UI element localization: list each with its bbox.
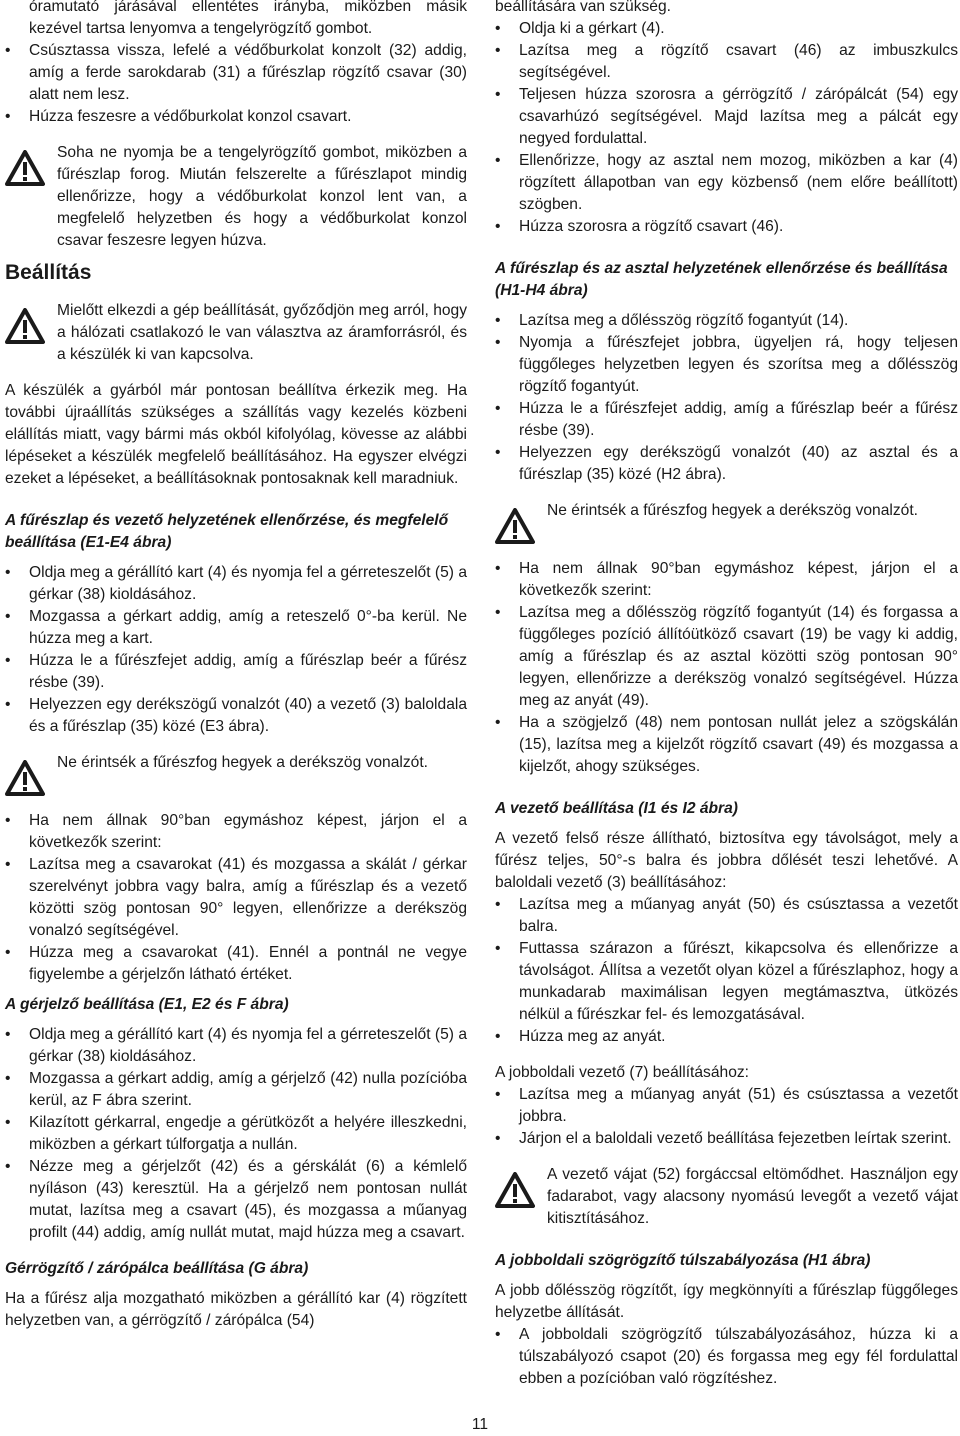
list-item: • Teljesen húzza szorosra a gérrögzítő / zárópálcát (54) egy csavarhúzó segítségével. Majd lazítsa meg a pálcát egy negyed fordulattal. <box>495 84 958 150</box>
steps-list <box>5 1024 467 1244</box>
paragraph: A jobb dőlésszög rögzítőt, így megkönnyíti a fűrészlap függőleges helyzetbe állítását. <box>495 1282 958 1321</box>
list-item: • Oldja ki a gérkart (4). <box>495 18 958 40</box>
subheading: A fűrészlap és vezető helyzetének ellenőrzése, és megfelelő beállítása (E1-E4 ábra) <box>5 512 449 551</box>
paragraph: A készülék a gyárból már pontosan beállítva érkezik meg. Ha további újraállítás szükséges a szállítás vagy kezelés közbeni elállítás miatt, vagy bármi más okból kifolyólag, kövesse az alábbi lépéseket a készülék megfelelő beállításához. Ha egyszer elvégzi ezeket a lépéseket, a beállításoknak pontosaknak kell maradniuk. <box>5 382 467 487</box>
left-column <box>5 0 467 1332</box>
list-item: • Mozgassa a gérkart addig, amíg a reteszelő 0°-ba kerül. Ne húzza meg a kart. <box>5 606 467 650</box>
warning-text: Mielőtt elkezdi a gép beállítását, győződjön meg arról, hogy a hálózati csatlakozó le van választva az áramforrásról, és a készülék ki van kapcsolva. <box>57 302 468 363</box>
warning-triangle-icon <box>5 150 45 186</box>
right-column <box>495 0 958 1390</box>
steps-list <box>495 558 958 778</box>
list-item: • Nézze meg a gérjelzőt (42) és a gérskálát (6) a kémlelő nyíláson (43) keresztül. Ha a gérjelző nem pontosan nullát mutat, lazítsa meg a csavart (45), és mozgassa a műanyag profilt (44) addig, amíg nullát mutat, majd húzza meg a csavart. <box>5 1156 467 1244</box>
warning-text: Ne érintsék a fűrészfog hegyek a derékszög vonalzót. <box>57 754 428 771</box>
list-item: • Lazítsa meg a dőlésszög rögzítő fogantyút (14) és forgassa a függőleges pozíció állítóütköző csavart (19) be vagy ki addig, amíg a fűrészlap és az asztal közötti szög pontosan 90° legyen, ellenőrizze a derékszög vonalzó segítségével. Húzza meg az anyát (49). <box>495 602 958 712</box>
section-title: Beállítás <box>5 261 92 284</box>
steps-list <box>495 1324 958 1390</box>
list-item: • Ha a szögjelző (48) nem pontosan nullát jelez a szögskálán (15), lazítsa meg a kijelzőt rögzítő csavart (49) és mozgassa a kijelzőt, ahogy szükséges. <box>495 712 958 778</box>
list-item: • Ha nem állnak 90°ban egymáshoz képest, járjon el a következők szerint: <box>495 558 958 602</box>
list-item: • Ellenőrizze, hogy az asztal nem mozog, miközben a kar (4) rögzített állapotban van egy közbenső (nem előre beállított) szögben. <box>495 150 958 216</box>
steps-list <box>495 1084 958 1150</box>
warning-triangle-icon <box>5 760 45 796</box>
warning-block <box>5 752 467 796</box>
list-item: • Ha nem állnak 90°ban egymáshoz képest, járjon el a következők szerint: <box>5 810 467 854</box>
steps-list <box>495 310 958 486</box>
warning-block <box>495 1164 958 1230</box>
list-item: • Húzza meg a csavarokat (41). Ennél a pontnál ne vegye figyelembe a gérjelzőn látható értéket. <box>5 942 467 986</box>
list-item: • Húzza meg az anyát. <box>495 1026 958 1048</box>
warning-triangle-icon <box>495 508 535 544</box>
list-item: • Lazítsa meg a dőlésszög rögzítő fogantyút (14). <box>495 310 958 332</box>
steps-list <box>5 810 467 986</box>
steps-list <box>495 894 958 1048</box>
list-item: • Kilazított gérkarral, engedje a gérütközőt a helyére illeszkedni, miközben a gérkart túlforgatja a nullán. <box>5 1112 467 1156</box>
paragraph: A vezető felső része állítható, biztosítva egy távolságot, mely a fűrész teljes, 50°-s balra és jobbra dőlését teszi lehetővé. A baloldali vezető (3) beállításához: <box>495 830 958 891</box>
steps-list <box>5 562 467 738</box>
paragraph: Ha a fűrész alja mozgatható miközben a gérállító kar (4) rögzített helyzetben van, a gérrögzítő / zárópálca (54) <box>5 1290 467 1329</box>
paragraph: A jobboldali vezető (7) beállításához: <box>495 1064 749 1081</box>
list-item: • Nyomja a fűrészfejet jobbra, ügyeljen rá, hogy teljesen függőleges helyzetben legyen és szorítsa meg a dőlésszög rögzítő fogantyút. <box>495 332 958 398</box>
subheading: A gérjelző beállítása (E1, E2 és F ábra) <box>5 996 289 1013</box>
list-item: • Futtassa szárazon a fűrészt, kikapcsolva és ellenőrizze a távolságot. Állítsa a vezetőt olyan közel a fűrészlaphoz, hogy a munkadarab maximálisan legyen megtámasztva, ütközés nélkül a fűrészkar fel- és lemozgatásával. <box>495 938 958 1026</box>
list-item: • Lazítsa meg a műanyag anyát (51) és csúsztassa a vezetőt jobbra. <box>495 1084 958 1128</box>
list-item: • Lazítsa meg a csavarokat (41) és mozgassa a skálát / gérkar szerelvényt jobbra vagy balra, amíg a fűrészlap és a vezető közötti szög pontosan 90° legyen, ellenőrizze a derékszög vonalzó segítségével. <box>5 854 467 942</box>
steps-list <box>495 18 958 238</box>
subheading: A fűrészlap és az asztal helyzetének ellenőrzése és beállítása (H1-H4 ábra) <box>495 260 948 299</box>
list-item: • Lazítsa meg a műanyag anyát (50) és csúsztassa a vezetőt balra. <box>495 894 958 938</box>
list-item: • Oldja meg a gérállító kart (4) és nyomja fel a gérreteszelőt (5) a gérkar (38) kioldásához. <box>5 562 467 606</box>
list-item: • Lazítsa meg a rögzítő csavart (46) az imbuszkulcs segítségével. <box>495 40 958 84</box>
paragraph: beállítására van szükség. <box>495 0 671 15</box>
list-item: • Helyezzen egy derékszögű vonalzót (40) a vezető (3) baloldala és a fűrészlap (35) közé (E3 ábra). <box>5 694 467 738</box>
warning-triangle-icon <box>5 308 45 344</box>
warning-text: Soha ne nyomja be a tengelyrögzítő gombot, miközben a fűrészlap forog. Miután felszerelte a fűrészlapot mindig ellenőrizze, hogy a védőburkolat konzol lent van, a megfelelő helyzetben és hogy a védőburkolat konzol csavar feszesre legyen húzva. <box>57 144 467 249</box>
warning-text: Ne érintsék a fűrészfog hegyek a derékszög vonalzót. <box>547 502 918 519</box>
subheading: A jobboldali szögrögzítő túlszabályozása (H1 ábra) <box>495 1252 871 1269</box>
list-item: • A jobboldali szögrögzítő túlszabályozásához, húzza ki a túlszabályozó csapot (20) és forgassa meg egy fél fordulattal ebben a pozícióban való rögzítéshez. <box>495 1324 958 1390</box>
list-item: • Helyezzen egy derékszögű vonalzót (40) az asztal és a fűrészlap (35) közé (H2 ábra). <box>495 442 958 486</box>
page-number: 11 <box>471 1416 489 1433</box>
warning-triangle-icon <box>495 1172 535 1208</box>
warning-block <box>5 300 467 366</box>
list-item: • Mozgassa a gérkart addig, amíg a gérjelző (42) nulla pozícióba kerül, az F ábra szerint. <box>5 1068 467 1112</box>
list-item: • Csúsztassa vissza, lefelé a védőburkolat konzolt (32) addig, amíg a ferde sarokdarab (31) a fűrészlap rögzítő csavar (30) alatt nem lesz. <box>5 40 467 106</box>
warning-block <box>495 500 958 544</box>
list-item: • Járjon el a baloldali vezető beállítása fejezetben leírtak szerint. <box>495 1128 958 1150</box>
subheading: Gérrögzítő / zárópálca beállítása (G ábra) <box>5 1260 309 1277</box>
warning-text: A vezető vájat (52) forgáccsal eltömődhet. Használjon egy fadarabot, vagy alacsony nyomású levegőt a vezető vájat kitisztításához. <box>547 1166 958 1227</box>
list-item: • Oldja meg a gérállító kart (4) és nyomja fel a gérreteszelőt (5) a gérkar (38) kioldásához. <box>5 1024 467 1068</box>
list-item: óramutató járásával ellentétes irányba, miközben másik kezével tartsa lenyomva a tengelyrögzítő gombot. <box>29 0 467 37</box>
warning-block <box>5 142 467 252</box>
list-item: • Húzza le a fűrészfejet addig, amíg a fűrészlap beér a fűrész résbe (39). <box>495 398 958 442</box>
list-item: • Húzza le a fűrészfejet addig, amíg a fűrészlap beér a fűrész résbe (39). <box>5 650 467 694</box>
list-item: • Húzza feszesre a védőburkolat konzol csavart. <box>5 106 467 128</box>
intro-list <box>5 0 467 128</box>
subheading: A vezető beállítása (I1 és I2 ábra) <box>495 800 738 817</box>
list-item: • Húzza szorosra a rögzítő csavart (46). <box>495 216 958 238</box>
